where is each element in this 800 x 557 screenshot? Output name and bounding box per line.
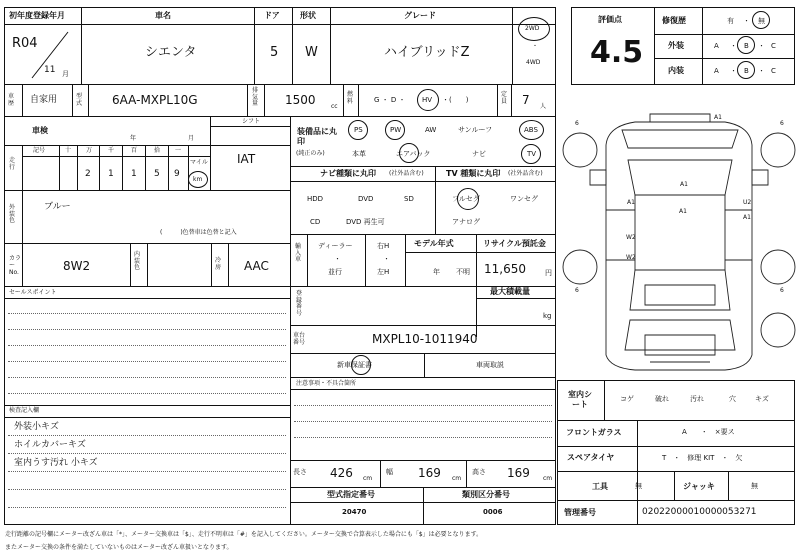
ext-b: B: [744, 42, 749, 50]
color-note: ( )色替車は色替と記入: [160, 229, 237, 236]
interior-label: 内装: [668, 66, 684, 75]
equip-navi: ナビ: [472, 150, 486, 158]
management-label: 管理番号: [564, 508, 596, 517]
odo-d6-label: 一: [175, 147, 182, 154]
model-year-unit: 年: [433, 268, 440, 276]
import-dot1: ・: [334, 255, 341, 263]
equipment-sub: (純正のみ): [296, 150, 325, 157]
warranty-circle: [351, 355, 371, 375]
warranty-new: 新車保証書: [337, 361, 372, 369]
tools-value: 無: [635, 482, 642, 490]
model-year-label: モデル年式: [414, 239, 454, 248]
import-dot2: ・: [383, 255, 390, 263]
length-unit: cm: [363, 475, 373, 482]
seat-scratch: キズ: [755, 395, 769, 403]
ac-label: 冷房: [215, 257, 222, 271]
int-a: A: [714, 67, 719, 75]
equip-airbag-circle: [399, 143, 419, 163]
rear-right-tire-icon: [761, 250, 795, 284]
tools-label: 工具: [592, 482, 608, 491]
ext-c: C: [771, 42, 776, 50]
repair-circle: [752, 11, 770, 29]
odo-digit-1: 2: [85, 169, 91, 179]
ext-dot2: ・: [758, 42, 765, 50]
first-reg-label: 初年度登録年月: [9, 11, 65, 20]
first-reg-year: R04: [12, 36, 38, 51]
ext-circle: [737, 36, 755, 54]
seat-dirt: 汚れ: [690, 395, 704, 403]
inspector-note-3: 室内うす汚れ 小キズ: [14, 458, 98, 468]
cc-value: 1500: [285, 93, 316, 107]
tv-sub: (社外品含む): [508, 170, 543, 177]
km-label: km: [193, 176, 203, 183]
fuel-gd: G ・ D ・: [374, 96, 406, 104]
shape: W: [305, 45, 318, 60]
warranty-manual: 車両取説: [476, 361, 504, 369]
equip-abs: ABS: [524, 126, 538, 134]
color-no-value: 8W2: [63, 259, 91, 273]
first-reg-month: 11: [44, 65, 56, 75]
equip-pw: PW: [390, 126, 402, 134]
odo-d1-label: 十: [65, 147, 72, 154]
repair-yes: 有: [727, 17, 734, 25]
ext-a: A: [714, 42, 719, 50]
score-value: 4.5: [590, 35, 644, 70]
import-parallel: 並行: [328, 268, 342, 276]
score-label: 評価点: [598, 15, 622, 24]
length-label: 長さ: [293, 468, 307, 476]
inspection-year-unit: 年: [130, 135, 137, 142]
damage-mark-2: A1: [680, 181, 688, 188]
odo-digit-5: 9: [174, 169, 180, 179]
front-right-tire-icon: [761, 133, 795, 167]
doors: 5: [270, 45, 279, 60]
vehicle-damage-diagram: [560, 100, 798, 375]
tire-rr-label: 6: [780, 287, 784, 294]
model-year-unknown: 不明: [456, 268, 470, 276]
footer-line-2: またメーター交換の条件を満たしていないものはメーター改ざん車扱いとなります。: [5, 544, 233, 551]
cc-label: 排気量: [252, 87, 259, 108]
odo-d4-label: 百: [131, 147, 138, 154]
max-load-label: 最大積載量: [490, 287, 530, 296]
car-name-label: 車名: [155, 11, 171, 20]
recycle-yen: 円: [545, 269, 552, 277]
windshield-value: A ・ ×要ス: [682, 428, 735, 436]
car-name: シエンタ: [145, 45, 197, 60]
inspector-note-1: 外装小キズ: [14, 422, 59, 432]
equip-abs-circle: [519, 120, 544, 140]
cc-unit: cc: [331, 103, 338, 110]
equip-ps: PS: [354, 126, 363, 134]
navi-cd: CD: [310, 218, 321, 226]
tv-fullseg: フルセグ: [452, 195, 480, 203]
model-label: 型式: [76, 93, 83, 107]
import-dealer: ディーラー: [318, 242, 353, 250]
chassis-label: 車台番号: [293, 332, 306, 347]
odo-digit-4: 5: [154, 169, 160, 179]
front-left-tire-icon: [563, 133, 597, 167]
navi-hdd: HDD: [307, 195, 324, 203]
repair-no: 無: [758, 17, 765, 25]
odo-digit-2: 1: [108, 169, 114, 179]
management-value: 02022000010000053271: [642, 507, 757, 517]
color-no-label: カラーNo.: [9, 255, 22, 277]
registration-label: 登録番号: [296, 290, 303, 317]
exterior-label: 外装: [668, 41, 684, 50]
seat-burn: コゲ: [620, 395, 634, 403]
odo-d5-label: 拾: [154, 147, 161, 154]
navi-label: ナビ種類に丸印: [320, 169, 376, 178]
max-load-kg: kg: [543, 312, 552, 320]
damage-mark-5: U2: [743, 199, 752, 206]
caution-label: 注意事項・不具合箇所: [296, 380, 357, 387]
color-value: ブルー: [44, 202, 71, 212]
drive-dot: ・: [532, 43, 539, 50]
damage-mark-3: A1: [627, 199, 635, 206]
inspection-label: 車検: [32, 126, 48, 135]
tire-fl-label: 6: [575, 120, 579, 127]
import-label: 輸入車: [295, 243, 302, 264]
recycle-label: リサイクル預託金: [483, 239, 546, 248]
grade: ハイブリッドZ: [384, 45, 470, 60]
color-label: 外装色: [9, 204, 16, 225]
footer-line-1: 走行距離の記号欄にメーター改ざん車は「*」、メーター交換車は「$」、走行不明車は「#」を記入してください。メーター交換で合算表示した場合にも「$」は必要となります。: [5, 531, 483, 538]
drive-4wd: 4WD: [526, 59, 541, 66]
fuel-hv: HV: [422, 96, 433, 104]
shift-label: シフト: [242, 118, 261, 125]
first-reg-month-unit: 月: [62, 70, 69, 78]
equip-ps-circle: [348, 120, 368, 140]
odo-digit-3: 1: [131, 169, 137, 179]
odo-d3-label: 千: [108, 147, 115, 154]
int-circle: [737, 61, 755, 79]
height-unit: cm: [543, 475, 553, 482]
length-value: 426: [330, 466, 353, 480]
equip-sunroof: サンルーフ: [458, 126, 493, 134]
equip-aw: AW: [425, 126, 437, 134]
navi-dvd-play: DVD 再生可: [346, 218, 385, 226]
capacity-unit: 人: [540, 103, 547, 110]
equip-pw-circle: [385, 120, 405, 140]
seat-hole: 穴: [729, 395, 736, 403]
repair-label: 修復歴: [662, 16, 686, 25]
int-dot2: ・: [758, 67, 765, 75]
import-left: 左H: [377, 268, 390, 276]
fuel-other: ・( ): [442, 96, 469, 104]
jack-value: 無: [751, 482, 758, 490]
km-circle: [188, 171, 208, 188]
inspector-label: 検査記入欄: [9, 407, 40, 414]
int-dot1: ・: [730, 67, 737, 75]
width-value: 169: [418, 466, 441, 480]
car-outline: [590, 114, 768, 370]
ext-dot1: ・: [730, 42, 737, 50]
repair-dot: ・: [743, 17, 750, 25]
rear-left-tire-icon: [563, 250, 597, 284]
navi-dvd: DVD: [358, 195, 374, 203]
tv-fullseg-circle: [457, 188, 479, 210]
int-c: C: [771, 67, 776, 75]
capacity-value: 7: [522, 93, 530, 107]
width-label: 幅: [386, 468, 393, 476]
width-unit: cm: [452, 475, 462, 482]
model-value: 6AA-MXPL10G: [112, 93, 198, 107]
tv-oneseg: ワンセグ: [510, 195, 538, 203]
equip-leather: 本革: [352, 150, 366, 158]
height-label: 高さ: [472, 468, 486, 476]
tv-analog: アナログ: [452, 218, 480, 226]
inspector-note-2: ホイルカバーキズ: [14, 440, 86, 450]
door-label: ドア: [264, 11, 280, 20]
class-num-label: 類別区分番号: [462, 490, 510, 499]
navi-sub: (社外品含む): [389, 170, 424, 177]
tire-rl-label: 6: [575, 287, 579, 294]
sales-point-label: セールスポイント: [9, 289, 57, 296]
interior-color-label: 内装色: [134, 251, 141, 272]
damage-mark-1: A1: [714, 114, 722, 121]
spare-value: T ・ 修理 KIT ・ 欠: [662, 454, 743, 462]
damage-mark-6: A1: [743, 214, 751, 221]
equip-tv-circle: [521, 144, 541, 164]
mile-label: マイル: [190, 159, 208, 166]
type-num-label: 型式指定番号: [327, 490, 375, 499]
navi-sd: SD: [404, 195, 414, 203]
shift-value: IAT: [237, 152, 256, 166]
grade-label: グレード: [404, 11, 436, 20]
spare-tire-icon: [761, 313, 795, 347]
seat-tear: 破れ: [655, 395, 669, 403]
class-num-value: 0006: [483, 508, 503, 516]
windshield-label: フロントガラス: [566, 428, 622, 437]
damage-mark-4: A1: [679, 208, 687, 215]
recycle-value: 11,650: [484, 262, 526, 276]
capacity-label: 定員: [501, 91, 508, 105]
odo-d2-label: 万: [86, 147, 93, 154]
height-value: 169: [507, 466, 530, 480]
ac-value: AAC: [244, 259, 269, 273]
odo-mark-label: 記号: [33, 147, 46, 154]
int-b: B: [744, 67, 749, 75]
equipment-label: 装備品に丸印: [297, 127, 337, 147]
use-label: 車歴: [8, 93, 15, 107]
fuel-hv-circle: [417, 89, 439, 111]
type-num-value: 20470: [342, 508, 367, 516]
equip-tv: TV: [527, 150, 537, 158]
tv-label: TV 種類に丸印: [446, 169, 501, 178]
fuel-label: 燃料: [347, 91, 354, 105]
chassis-value: MXPL10-1011940: [372, 332, 478, 346]
odometer-label: 走行: [9, 157, 16, 171]
use-value: 自家用: [30, 95, 58, 105]
damage-mark-8: W2: [626, 254, 636, 261]
tire-fr-label: 6: [780, 120, 784, 127]
interior-seat-label: 室内シート: [568, 390, 592, 409]
inspection-month-unit: 月: [188, 135, 195, 142]
jack-label: ジャッキ: [683, 482, 715, 491]
drive-2wd: 2WD: [525, 25, 540, 32]
damage-mark-7: W2: [626, 234, 636, 241]
equip-airbag: エアバック: [396, 150, 431, 158]
import-right: 右H: [377, 242, 390, 250]
shape-label: 形状: [300, 11, 316, 20]
spare-label: スペアタイヤ: [567, 453, 615, 462]
